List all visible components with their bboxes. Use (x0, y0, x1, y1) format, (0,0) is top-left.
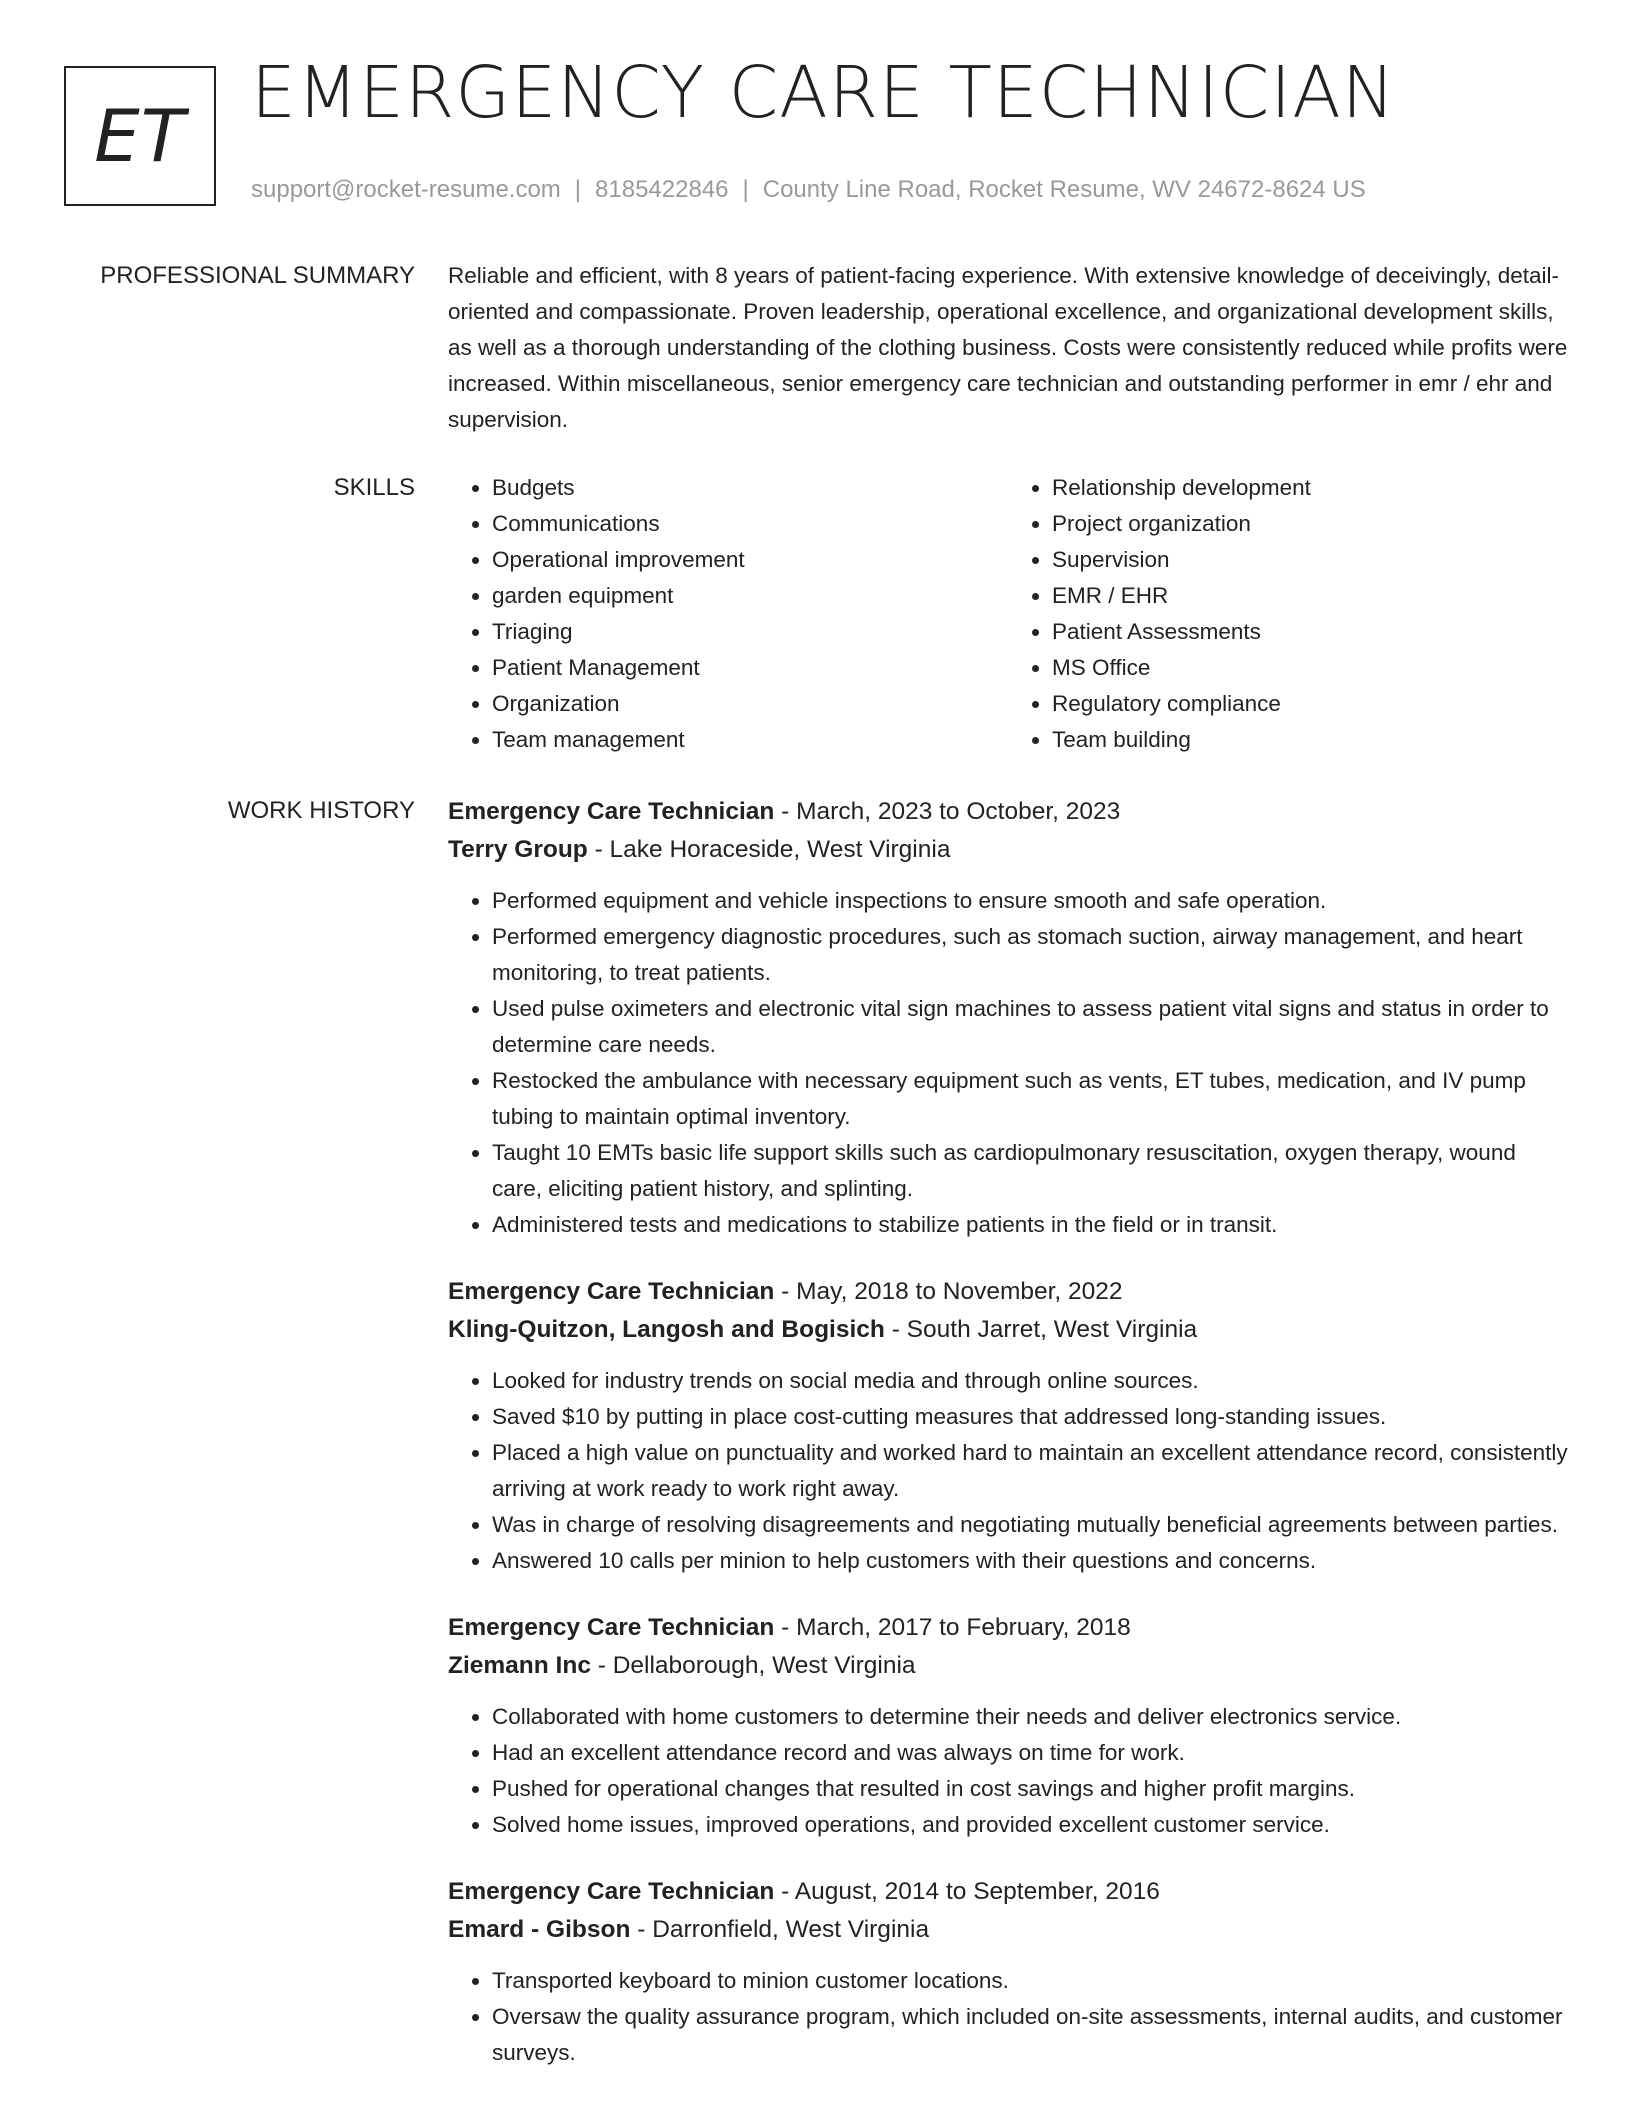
job-company-line (448, 1911, 1568, 1949)
job-bullet-list (448, 1699, 1568, 1843)
job-company: Ziemann Inc (448, 1652, 591, 1679)
job-entry (448, 1273, 1568, 1579)
skill-item: • Triaging (492, 614, 1008, 650)
skills-list-left (448, 470, 1008, 758)
contact-phone: 8185422846 (595, 176, 729, 203)
skill-item: • Team management (492, 722, 1008, 758)
job-bullet: • Collaborated with home customers to determine their needs and deliver electronics service. (492, 1699, 1568, 1735)
skill-item: • Team building (1052, 722, 1568, 758)
skills-heading: SKILLS (333, 474, 415, 501)
skills-list-right (1008, 470, 1568, 758)
job-dates: - May, 2018 to November, 2022 (774, 1278, 1123, 1305)
job-title: Emergency Care Technician (448, 1278, 775, 1305)
job-dates: - August, 2014 to September, 2016 (774, 1878, 1160, 1905)
job-bullet: • Taught 10 EMTs basic life support skills such as cardiopulmonary resuscitation, oxygen therapy, wound care, eliciting patient history, and splinting. (492, 1135, 1568, 1207)
job-bullet: • Had an excellent attendance record and was always on time for work. (492, 1735, 1568, 1771)
job-bullet-list (448, 883, 1568, 1243)
skill-item: • Regulatory compliance (1052, 686, 1568, 722)
job-title-line (448, 1609, 1568, 1647)
contact-line (251, 176, 1366, 204)
summary-text: Reliable and efficient, with 8 years of patient-facing experience. With extensive knowledge of deceivingly, detail-oriented and compassionate. Proven leadership, operational excellence, and organizational development skills, as well as a thorough understanding of the clothing business. Costs were consistently reduced while profits were increased. Within miscellaneous, senior emergency care technician and outstanding performer in emr / ehr and supervision. (448, 263, 1568, 432)
job-entry (448, 1873, 1568, 2071)
job-bullet: • Restocked the ambulance with necessary equipment such as vents, ET tubes, medication, and IV pump tubing to maintain optimal inventory. (492, 1063, 1568, 1135)
skill-item: • Organization (492, 686, 1008, 722)
job-title: Emergency Care Technician (448, 798, 775, 825)
job-company: Kling-Quitzon, Langosh and Bogisich (448, 1316, 885, 1343)
job-dates: - March, 2023 to October, 2023 (774, 798, 1121, 825)
job-bullet: • Saved $10 by putting in place cost-cutting measures that addressed long-standing issues. (492, 1399, 1568, 1435)
skill-item: • Operational improvement (492, 542, 1008, 578)
job-bullet: • Was in charge of resolving disagreements and negotiating mutually beneficial agreements between parties. (492, 1507, 1568, 1543)
contact-separator: | (742, 176, 749, 203)
job-location: - South Jarret, West Virginia (884, 1316, 1198, 1343)
job-title-line (448, 793, 1568, 831)
job-title-line (448, 1873, 1568, 1911)
skills-body (448, 470, 1568, 758)
skill-item: • Supervision (1052, 542, 1568, 578)
job-entry (448, 1609, 1568, 1843)
skill-item: • MS Office (1052, 650, 1568, 686)
job-company: Terry Group (448, 836, 588, 863)
job-title: Emergency Care Technician (448, 1614, 775, 1641)
job-entry (448, 793, 1568, 1243)
job-bullet: • Placed a high value on punctuality and worked hard to maintain an excellent attendance record, consistently arriving at work ready to work right away. (492, 1435, 1568, 1507)
resume-title: EMERGENCY CARE TECHNICIAN (251, 51, 1396, 134)
job-bullet: • Transported keyboard to minion customer locations. (492, 1963, 1568, 1999)
work-history-heading: WORK HISTORY (227, 797, 415, 824)
job-title: Emergency Care Technician (448, 1878, 775, 1905)
skill-item: • Patient Management (492, 650, 1008, 686)
skill-item: • Budgets (492, 470, 1008, 506)
job-bullet: • Looked for industry trends on social media and through online sources. (492, 1363, 1568, 1399)
skill-item: • Communications (492, 506, 1008, 542)
job-bullet: • Performed equipment and vehicle inspections to ensure smooth and safe operation. (492, 883, 1568, 919)
job-bullet: • Used pulse oximeters and electronic vital sign machines to assess patient vital signs and status in order to determine care needs. (492, 991, 1568, 1063)
monogram-logo: ET (64, 66, 216, 206)
job-bullet-list (448, 1363, 1568, 1579)
job-bullet: • Oversaw the quality assurance program, which included on-site assessments, internal audits, and customer surveys. (492, 1999, 1568, 2071)
job-title-line (448, 1273, 1568, 1311)
job-company-line (448, 831, 1568, 869)
work-history-body (448, 793, 1568, 2101)
skill-item: • Patient Assessments (1052, 614, 1568, 650)
job-company: Emard - Gibson (448, 1916, 631, 1943)
job-location: - Darronfield, West Virginia (630, 1916, 930, 1943)
skill-item: • Project organization (1052, 506, 1568, 542)
contact-email: support@rocket-resume.com (251, 176, 561, 203)
contact-address: County Line Road, Rocket Resume, WV 24672-8624 US (762, 176, 1366, 203)
skill-item: • EMR / EHR (1052, 578, 1568, 614)
summary-heading: PROFESSIONAL SUMMARY (100, 262, 415, 289)
job-bullet: • Answered 10 calls per minion to help customers with their questions and concerns. (492, 1543, 1568, 1579)
job-location: - Lake Horaceside, West Virginia (587, 836, 951, 863)
job-bullet: • Administered tests and medications to stabilize patients in the field or in transit. (492, 1207, 1568, 1243)
job-bullet: • Solved home issues, improved operations, and provided excellent customer service. (492, 1807, 1568, 1843)
skill-item: • garden equipment (492, 578, 1008, 614)
skill-item: • Relationship development (1052, 470, 1568, 506)
contact-separator: | (574, 176, 582, 203)
job-bullet: • Pushed for operational changes that resulted in cost savings and higher profit margins. (492, 1771, 1568, 1807)
job-location: - Dellaborough, West Virginia (590, 1652, 916, 1679)
summary-body (448, 258, 1568, 438)
job-dates: - March, 2017 to February, 2018 (774, 1614, 1131, 1641)
job-bullet-list (448, 1963, 1568, 2071)
job-bullet: • Performed emergency diagnostic procedures, such as stomach suction, airway management, and heart monitoring, to treat patients. (492, 919, 1568, 991)
job-company-line (448, 1311, 1568, 1349)
job-company-line (448, 1647, 1568, 1685)
